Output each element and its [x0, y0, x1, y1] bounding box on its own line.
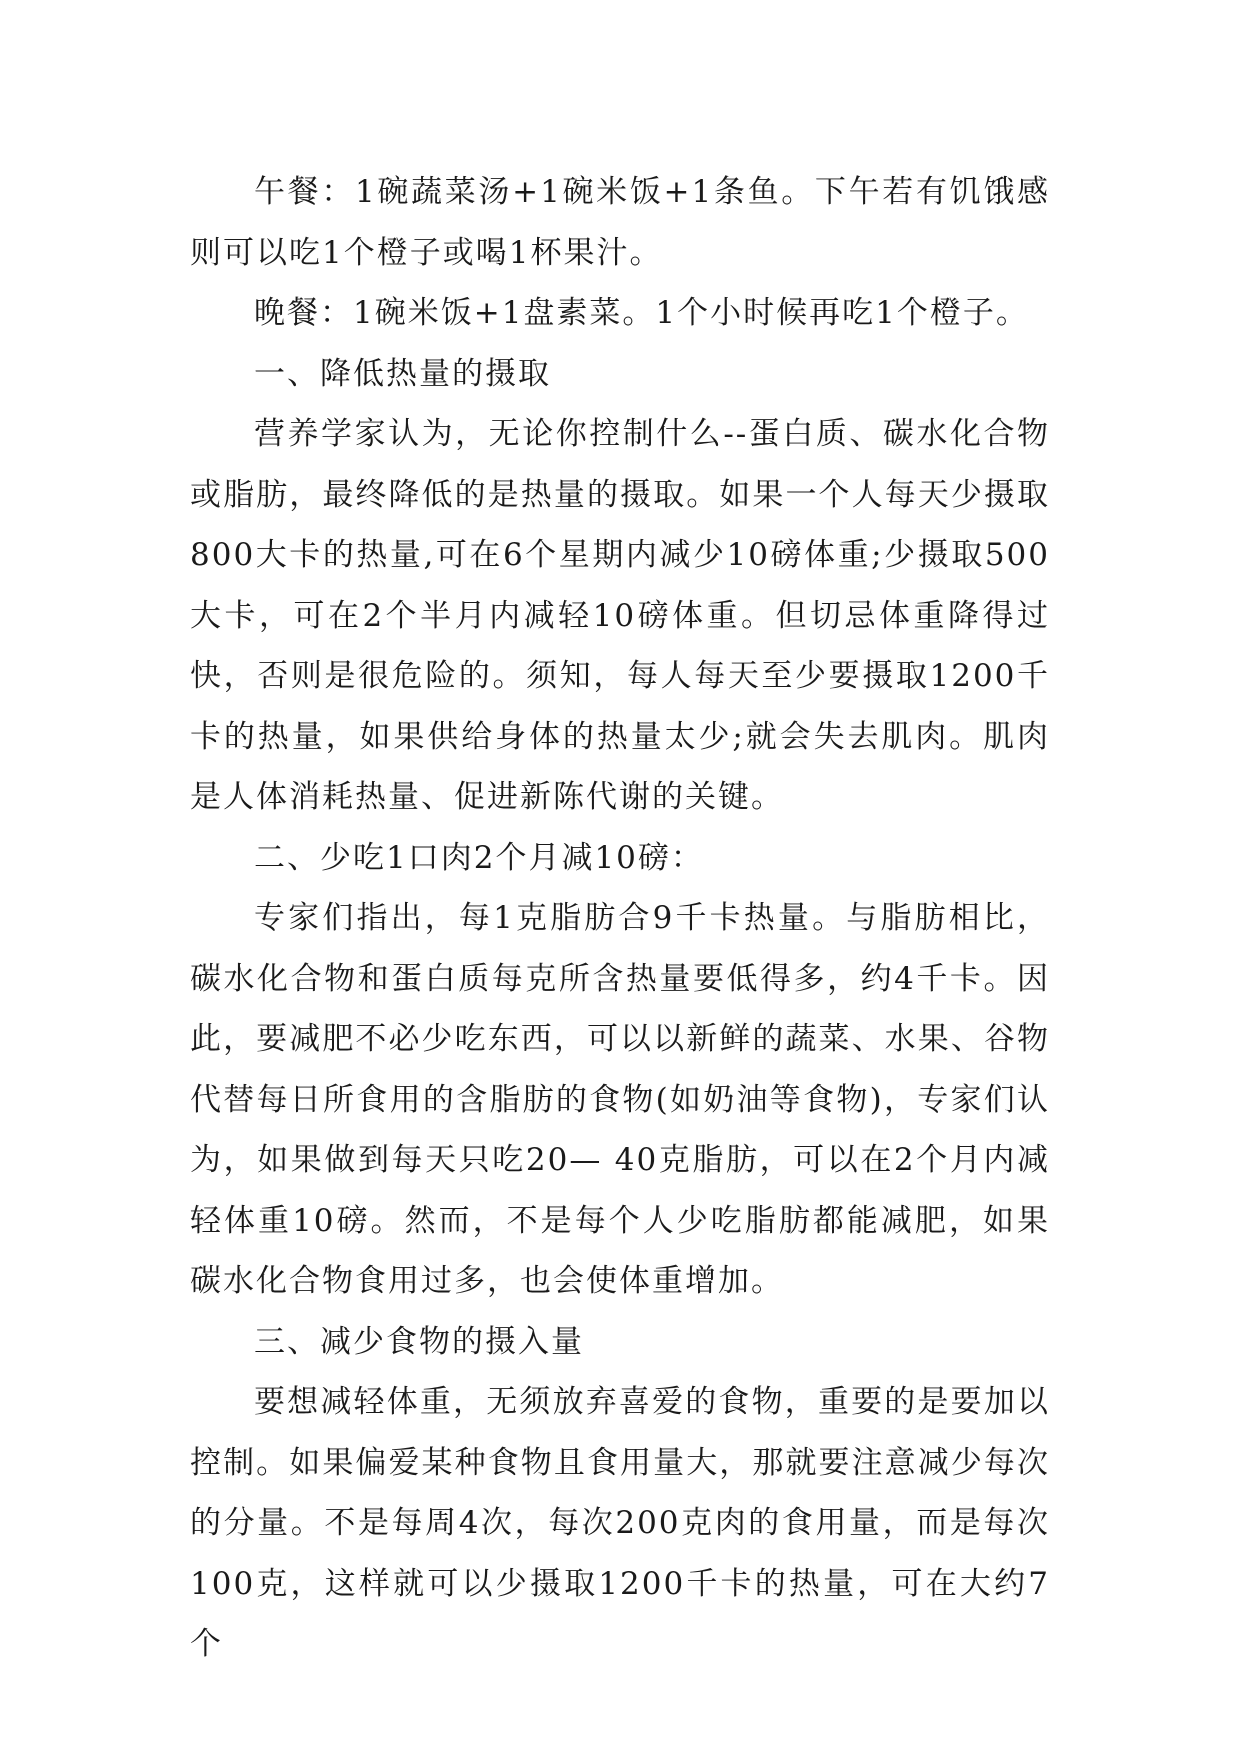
- section-heading-2: 二、少吃1口肉2个月减10磅：: [254, 839, 704, 876]
- section-heading-1: 一、降低热量的摄取: [254, 355, 551, 392]
- document-body: [190, 162, 1050, 1675]
- paragraph-section-1: 营养学家认为，无论你控制什么--蛋白质、碳水化合物或脂肪，最终降低的是热量的摄取。如果一个人每天少摄取800大卡的热量,可在6个星期内减少10磅体重;少摄取500大卡，可在2个半月内减轻10磅体重。但切忌体重降得过快，否则是很危险的。须知，每人每天至少要摄取1200千卡的热量，如果供给身体的热量太少;就会失去肌肉。肌肉是人体消耗热量、促进新陈代谢的关键。: [190, 416, 1050, 815]
- paragraph-section-2: 专家们指出，每1克脂肪合9千卡热量。与脂肪相比，碳水化合物和蛋白质每克所含热量要低得多，约4千卡。因此，要减肥不必少吃东西，可以以新鲜的蔬菜、水果、谷物代替每日所食用的含脂肪的食物(如奶油等食物)，专家们认为，如果做到每天只吃20— 40克脂肪，可以在2个月内减轻体重10磅。然而，不是每个人少吃脂肪都能减肥，如果碳水化合物食用过多，也会使体重增加。: [190, 900, 1050, 1299]
- section-heading-3: 三、减少食物的摄入量: [254, 1323, 584, 1360]
- paragraph-section-3: 要想减轻体重，无须放弃喜爱的食物，重要的是要加以控制。如果偏爱某种食物且食用量大，那就要注意减少每次的分量。不是每周4次，每次200克肉的食用量，而是每次100克，这样就可以少摄取1200千卡的热量，可在大约7个: [190, 1384, 1050, 1662]
- paragraph-dinner: 晚餐：1碗米饭+1盘素菜。1个小时候再吃1个橙子。: [254, 295, 1029, 331]
- paragraph-lunch: 午餐：1碗蔬菜汤+1碗米饭+1条鱼。下午若有饥饿感则可以吃1个橙子或喝1杯果汁。: [190, 174, 1050, 271]
